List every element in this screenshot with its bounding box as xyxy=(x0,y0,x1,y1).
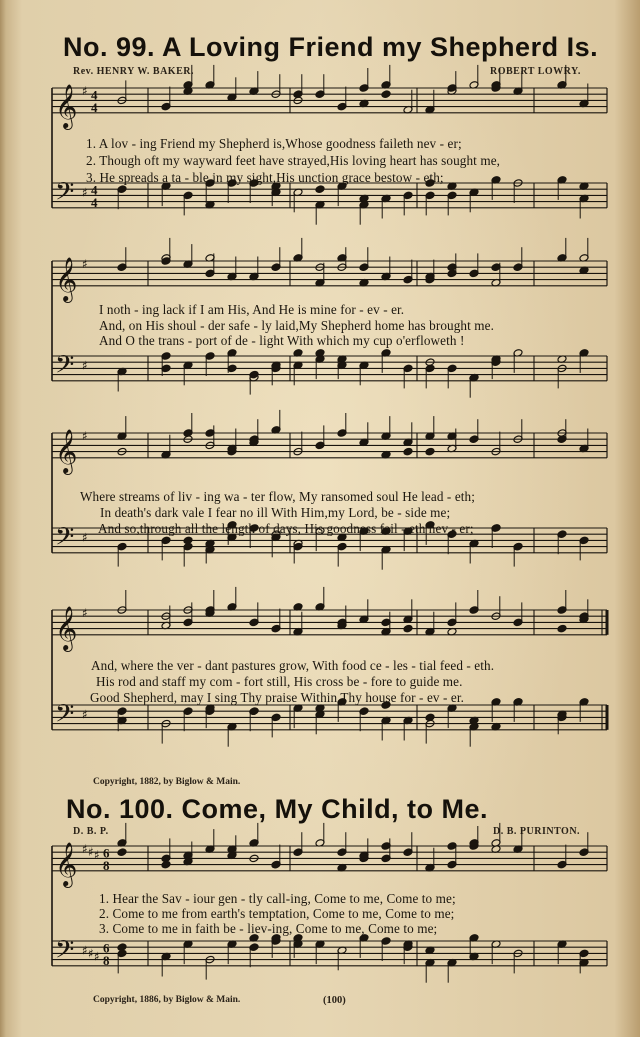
hymn-100-title: No. 100. Come, My Child, to Me. xyxy=(66,794,489,824)
note-head xyxy=(117,943,127,952)
hymn-99-system-3-verse-1: Where streams of liv - ing wa - ter flow, My ransomed soul He lead - eth; xyxy=(80,489,475,504)
treble-clef-icon: 𝄞 xyxy=(55,841,78,886)
hymn-99-title: No. 99. A Loving Friend my Shepherd Is. xyxy=(63,32,599,62)
sharp-icon: ♯ xyxy=(82,84,88,99)
note-head xyxy=(271,860,281,869)
sharp-icon: ♯ xyxy=(94,848,100,863)
hymn-100-system-1-verse-1: 1. Hear the Sav - iour gen - tly call-ing, Come to me, Come to me; xyxy=(99,891,456,906)
time-signature-bottom: 8 xyxy=(103,857,110,873)
sharp-icon: ♯ xyxy=(82,429,88,444)
sharp-icon: ♯ xyxy=(82,842,88,857)
time-signature-bottom: 4 xyxy=(91,99,98,115)
bass-clef-icon: 𝄢 xyxy=(55,350,75,386)
note-head xyxy=(403,624,413,633)
note-head xyxy=(315,185,325,194)
sharp-icon: ♯ xyxy=(82,606,88,621)
note-head xyxy=(183,536,193,545)
hymn-99-system-1-verse-2: 2. Though oft my wayward feet have strayed,His loving heart has sought me, xyxy=(86,153,501,168)
sharp-icon: ♯ xyxy=(88,845,94,860)
time-signature-top: 6 xyxy=(103,845,110,861)
note-head xyxy=(403,447,413,456)
sharp-icon: ♯ xyxy=(82,530,88,545)
sharp-icon: ♯ xyxy=(82,257,88,272)
hymn-99-system-1-verse-1: 1. A lov - ing Friend my Shepherd is,Whose goodness faileth nev - er; xyxy=(86,136,462,151)
hymn-99-copyright: Copyright, 1882, by Biglow & Main. xyxy=(93,777,241,787)
treble-clef-icon: 𝄞 xyxy=(55,83,78,128)
bass-clef-icon: 𝄢 xyxy=(55,699,75,735)
hymn-99-system-2-verse-1: I noth - ing lack if I am His, And He is mine for - ev - er. xyxy=(99,302,405,317)
sharp-icon: ♯ xyxy=(82,358,88,373)
bass-clef-icon: 𝄢 xyxy=(55,935,75,971)
hymn-100-composer: D. B. PURINTON. xyxy=(493,826,581,837)
note-head xyxy=(161,257,171,266)
note-head xyxy=(425,447,435,456)
hymn-100-system-1-verse-3: 3. Come to me in faith be - liev-ing, Come to me, Come to me; xyxy=(99,921,438,936)
time-signature-bottom: 8 xyxy=(103,952,110,968)
hymn-99-system-2-verse-3: And O the trans - port of de - light With which my cup o'erfloweth ! xyxy=(99,333,465,348)
note-head xyxy=(381,90,391,99)
note-head xyxy=(161,860,171,869)
hymn-99-composer: ROBERT LOWRY. xyxy=(490,66,581,77)
sharp-icon: ♯ xyxy=(82,707,88,722)
note-head xyxy=(249,707,259,716)
time-signature-top: 6 xyxy=(103,940,110,956)
sharp-icon: ♯ xyxy=(94,949,100,964)
hymn-100-system-1-verse-2: 2. Come to me from earth's temptation, Come to me, Come to me; xyxy=(99,906,455,921)
hymn-99-system-1-verse-3: 3. He spreads a ta - ble in my sight,His unction grace bestow - eth; xyxy=(86,170,444,185)
hymn-100-copyright: Copyright, 1886, by Biglow & Main. xyxy=(93,995,241,1005)
hymn-99-lyricist: Rev. HENRY W. BAKER. xyxy=(73,66,194,77)
bass-clef-icon: 𝄢 xyxy=(55,177,75,213)
hymn-99-system-3-verse-2: In death's dark vale I fear no ill With Him,my Lord, be - side me; xyxy=(100,505,451,520)
hymn-99-system-2-verse-2: And, on His shoul - der safe - ly laid,My Shepherd home has brought me. xyxy=(99,318,494,333)
hymn-99-system-4-verse-3: Good Shepherd, may I sing Thy praise Within Thy house for - ev - er. xyxy=(90,690,464,705)
sharp-icon: ♯ xyxy=(88,946,94,961)
time-signature-top: 4 xyxy=(91,182,98,198)
treble-clef-icon: 𝄞 xyxy=(55,605,78,650)
sharp-icon: ♯ xyxy=(82,185,88,200)
note-head xyxy=(425,713,435,722)
note-head xyxy=(557,624,567,633)
hymn-99-system-4-verse-1: And, where the ver - dant pastures grow, With food ce - les - tial feed - eth. xyxy=(91,658,495,673)
hymn-99-system-4-verse-2: His rod and staff my com - fort still, His cross be - fore to guide me. xyxy=(96,674,463,689)
hymn-100-lyricist: D. B. P. xyxy=(73,826,109,837)
treble-clef-icon: 𝄞 xyxy=(55,428,78,473)
bass-clef-icon: 𝄢 xyxy=(55,522,75,558)
treble-clef-icon: 𝄞 xyxy=(55,256,78,301)
hymn-99-system-3-verse-3: And so,through all the length of days, His goodness fail - eth nev - er; xyxy=(98,521,474,536)
note-head xyxy=(117,848,127,857)
time-signature-bottom: 4 xyxy=(91,194,98,210)
page-number: (100) xyxy=(323,995,346,1006)
time-signature-top: 4 xyxy=(91,87,98,103)
sharp-icon: ♯ xyxy=(82,943,88,958)
